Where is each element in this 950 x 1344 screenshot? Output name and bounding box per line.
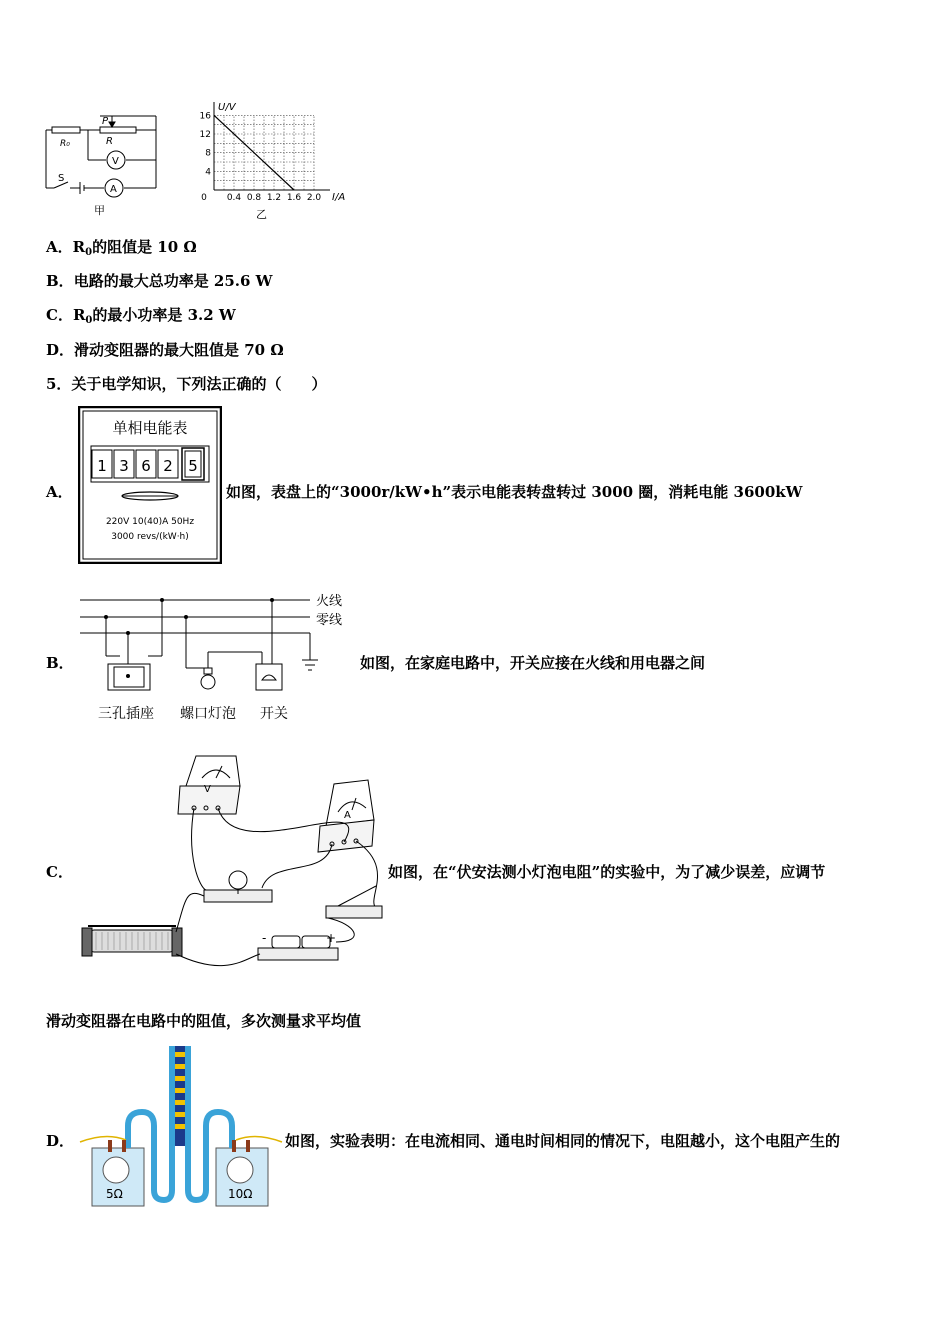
energy-meter-figure <box>78 406 222 564</box>
socket-label: 三孔插座 <box>98 706 154 722</box>
q4-c-sub: 0 <box>85 315 93 326</box>
battery-minus-label: - <box>262 931 267 945</box>
x-tick-label: 1.6 <box>286 193 302 203</box>
household-circuit-figure <box>76 588 366 726</box>
q5-b-text: 如图，在家庭电路中，开关应接在火线和用电器之间 <box>360 654 706 672</box>
q4-a-r: R <box>72 238 86 256</box>
x-tick-label: 1.2 <box>266 193 282 203</box>
y-tick-label: 16 <box>199 111 211 122</box>
graph-caption: 乙 <box>256 208 267 221</box>
rheostat-r-label: R <box>106 136 113 147</box>
q4-c-r: R <box>72 306 86 324</box>
circuit-diagram-jia <box>40 110 170 220</box>
q5-d-letter: D． <box>46 1132 75 1150</box>
q4-option-d[interactable] <box>46 339 284 360</box>
apparatus-ammeter-label: A <box>344 810 351 821</box>
q4-d-letter: D． <box>46 341 75 359</box>
meter-rating: 220V 10(40)A 50Hz <box>105 517 195 527</box>
left-resistor-label: 5Ω <box>106 1187 123 1201</box>
x-tick-label: 0 <box>201 193 207 203</box>
meter-digit-4: 2 <box>163 457 173 475</box>
liquid-column <box>175 1046 185 1146</box>
q5-c-text: 如图，在“伏安法测小灯泡电阻”的实验中，为了减少误差，应调节 <box>388 863 826 881</box>
q4-option-c[interactable] <box>46 304 236 326</box>
graph-grid <box>214 115 314 190</box>
meter-title: 单相电能表 <box>112 419 188 437</box>
voltmeter-label: V <box>112 156 119 167</box>
x-tick-label: 0.8 <box>246 193 262 203</box>
q4-option-b[interactable] <box>46 270 273 291</box>
bulb-label: 螺口灯泡 <box>180 706 236 722</box>
q4-a-letter: A． <box>46 238 73 256</box>
meter-digit-1: 1 <box>97 457 107 475</box>
q4-a-text: 的阻值是 10 Ω <box>92 238 197 256</box>
fire-wire-label: 火线 <box>316 594 343 609</box>
q5-stem: 5．关于电学知识，下列法正确的（ ） <box>46 375 327 393</box>
meter-digit-3: 6 <box>141 457 151 475</box>
q4-a-sub: 0 <box>85 247 93 258</box>
switch-label-b: 开关 <box>260 706 288 722</box>
zero-wire-label: 零线 <box>316 613 343 628</box>
x-axis-label: I/A <box>332 192 346 203</box>
q4-b-text: 电路的最大总功率是 25.6 W <box>73 272 273 290</box>
q5-b-letter: B． <box>46 654 74 672</box>
q4-c-text: 的最小功率是 3.2 W <box>92 306 236 324</box>
q4-option-a[interactable] <box>46 236 197 258</box>
r0-label: R₀ <box>60 139 70 149</box>
circuit-caption: 甲 <box>94 204 105 217</box>
y-tick-label: 12 <box>199 130 211 140</box>
y-axis-label: U/V <box>218 102 236 113</box>
apparatus-voltmeter-label: V <box>204 784 211 795</box>
q4-b-letter: B． <box>46 272 74 290</box>
meter-digit-5: 5 <box>188 457 198 475</box>
q5-c-continuation: 滑动变阻器在电路中的阻值，多次测量求平均值 <box>46 1012 362 1030</box>
meter-digit-2: 3 <box>119 457 129 475</box>
meter-revs: 3000 revs/(kW·h) <box>111 532 189 542</box>
q5-a-text: 如图，表盘上的“3000r/kW•h”表示电能表转盘转过 3000 圈，消耗电能 3600kW <box>226 483 803 501</box>
y-tick-label: 8 <box>205 148 211 159</box>
q4-d-text: 滑动变阻器的最大阻值是 70 Ω <box>74 341 284 359</box>
x-tick-label: 0.4 <box>226 193 242 203</box>
joule-heating-figure <box>76 1040 286 1210</box>
battery-plus-label: + <box>326 931 337 945</box>
q4-c-letter: C． <box>46 306 73 324</box>
q5-a-letter: A． <box>46 483 73 501</box>
y-tick-label: 4 <box>205 167 211 178</box>
voltammetry-apparatus-figure <box>76 748 386 972</box>
x-tick-label: 2.0 <box>306 193 322 203</box>
q5-d-text: 如图，实验表明：在电流相同、通电时间相同的情况下，电阻越小，这个电阻产生的 <box>285 1132 841 1150</box>
switch-label: S <box>58 173 65 184</box>
slider-p-label: P <box>102 116 109 127</box>
ui-graph-yi <box>192 96 352 222</box>
ammeter-label: A <box>110 184 117 195</box>
right-resistor-label: 10Ω <box>228 1187 253 1201</box>
q5-c-letter: C． <box>46 863 73 881</box>
